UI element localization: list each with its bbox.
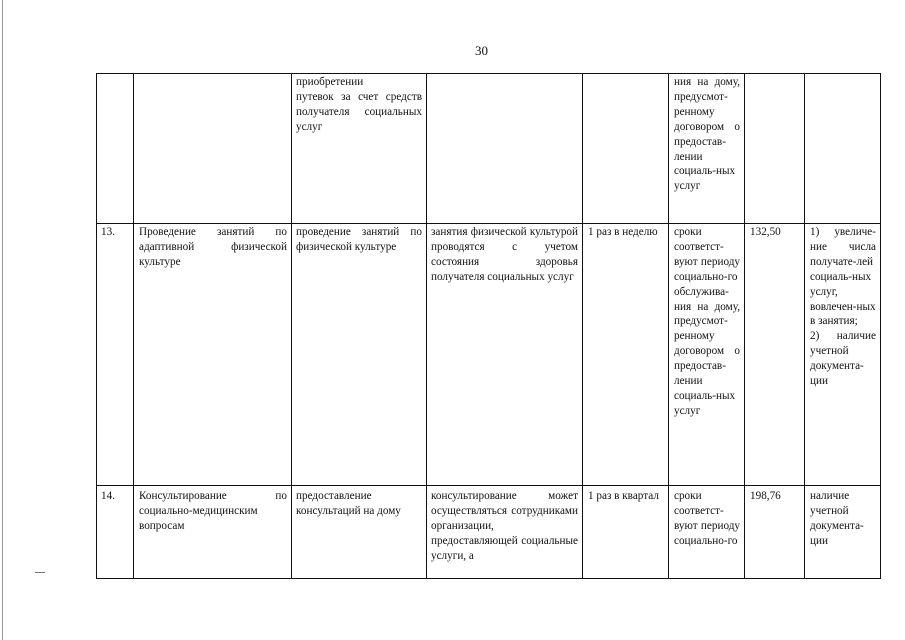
cell-service-name: Проведение занятий по адаптивной физической культуре [139,226,287,268]
cell-content: проведение занятий по физической культуре [296,226,422,253]
column-divider [291,73,292,579]
scan-mark [35,572,45,573]
cell-terms: сроки соответст-вуют периоду социально-го обслужива-ния на дому, предусмот-ренному договором о предостав-лении социаль-ных услуг [674,226,740,417]
column-divider [133,73,134,579]
table-top-border [96,73,880,74]
cell-number: 14. [101,490,115,502]
cell-content: предоставление консультаций на дому [296,490,401,517]
column-divider [804,73,805,579]
cell-terms: сроки соответст-вуют периоду социально-го [674,490,740,547]
cell-description: консультирование может осуществляться сотрудниками организации, предоставляющей социальные услуги, а [431,490,578,562]
column-divider [880,73,881,579]
cell-tariff: 132,50 [750,226,781,238]
row-divider [96,485,880,486]
cell-service-name: Консультирование по социально-медицинским вопросам [139,490,287,532]
cell-content: приобретении путевок за счет средств получателя социальных услуг [296,76,422,133]
column-divider [426,73,427,579]
page-number: 30 [475,43,488,58]
row-divider [96,223,880,224]
cell-indicators: наличие учетной документа-ции [810,490,864,547]
cell-indicators: 1) увеличе-ние числа получате-лей социаль-ных услуг, вовлечен-ных в занятия; 2) наличие учетной документа-ции [810,226,876,388]
table-bottom-border [96,578,880,579]
column-divider [96,73,97,579]
cell-number: 13. [101,226,115,238]
page-edge [2,0,3,640]
cell-description: занятия физической культурой проводятся с учетом состояния здоровья получателя социальных услуг [431,226,578,283]
cell-periodicity: 1 раз в неделю [588,226,658,238]
cell-periodicity: 1 раз в квартал [588,490,659,502]
cell-tariff: 198,76 [750,490,781,502]
cell-terms: ния на дому, предусмот-ренному договором о предостав-лении социаль-ных услуг [674,76,740,193]
column-divider [668,73,669,579]
column-divider [744,73,745,579]
column-divider [582,73,583,579]
